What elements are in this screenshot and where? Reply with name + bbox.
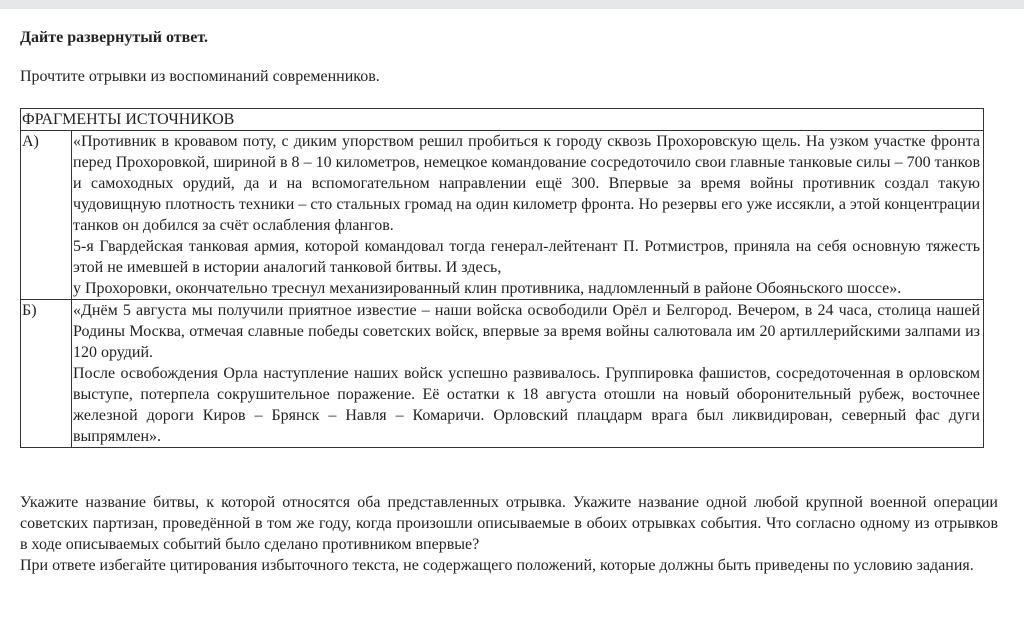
source-paragraph: 5-я Гвардейская танковая армия, которой командовал тогда генерал-лейтенант П. Ротмистров, приняла на себя основную тяжесть этой не имевшей в истории аналогий танковой битвы. И здесь, — [73, 238, 980, 276]
source-paragraph: «Противник в кровавом поту, с диким упорством решил пробиться к городу сквозь Прохоровскую щель. На узком участке фронта перед Прохоровкой, шириной в 8 – 10 километров, немецкое командование сосредоточило свои главные танковые силы – 700 танков и самоходных орудий, да и на вспомогательном направлении ещё 300. Впервые за время войны противник создал такую чудовищную плотность техники – сто стальных громад на один километр фронта. Но резервы его уже иссякли, а этой концентрации танков он добился за счёт ослабления флангов. — [73, 133, 980, 234]
task-questions — [20, 492, 998, 576]
sources-table — [20, 108, 984, 448]
task-question: Укажите название битвы, к которой относятся оба представленных отрывка. Укажите название одной любой крупной военной операции советских партизан, проведённой в том же году, когда произошли описываемые в обоих отрывках события. Что согласно одному из отрывков в ходе описываемых событий было сделано противником впервые? — [20, 494, 998, 553]
source-label: Б) — [21, 300, 72, 448]
task-content — [20, 27, 998, 574]
task-instruction: При ответе избегайте цитирования избыточного текста, не содержащего положений, которые должны быть приведены по условию задания. — [20, 557, 974, 574]
sources-table-header: ФРАГМЕНТЫ ИСТОЧНИКОВ — [21, 109, 984, 131]
source-row-b — [21, 300, 984, 448]
source-paragraph: «Днём 5 августа мы получили приятное известие – наши войска освободили Орёл и Белгород. Вечером, в 24 часа, столица нашей Родины Москва, отмечая славные победы советских войск, впервые за время войны салютовала им 20 артиллерийскими залпами из 120 орудий. — [73, 302, 980, 361]
source-label: А) — [21, 131, 72, 300]
sources-table-header-row — [21, 109, 984, 131]
task-intro: Прочтите отрывки из воспоминаний современников. — [20, 68, 380, 85]
source-text — [72, 300, 984, 448]
source-row-a — [21, 131, 984, 300]
source-text — [72, 131, 984, 300]
source-paragraph: у Прохоровки, окончательно треснул механизированный клин противника, надломленный в районе Обояньского шоссе». — [73, 280, 902, 297]
top-bar — [0, 0, 1024, 9]
task-heading: Дайте развернутый ответ. — [20, 29, 208, 46]
source-paragraph: После освобождения Орла наступление наших войск успешно развивалось. Группировка фашистов, сосредоточенная в орловском выступе, потерпела сокрушительное поражение. Её остатки к 18 августа отошли на новый оборонительный рубеж, восточнее железной дороги Киров – Брянск – Навля – Комаричи. Орловский плацдарм врага был ликвидирован, северный фас дуги выпрямлен». — [73, 365, 980, 445]
